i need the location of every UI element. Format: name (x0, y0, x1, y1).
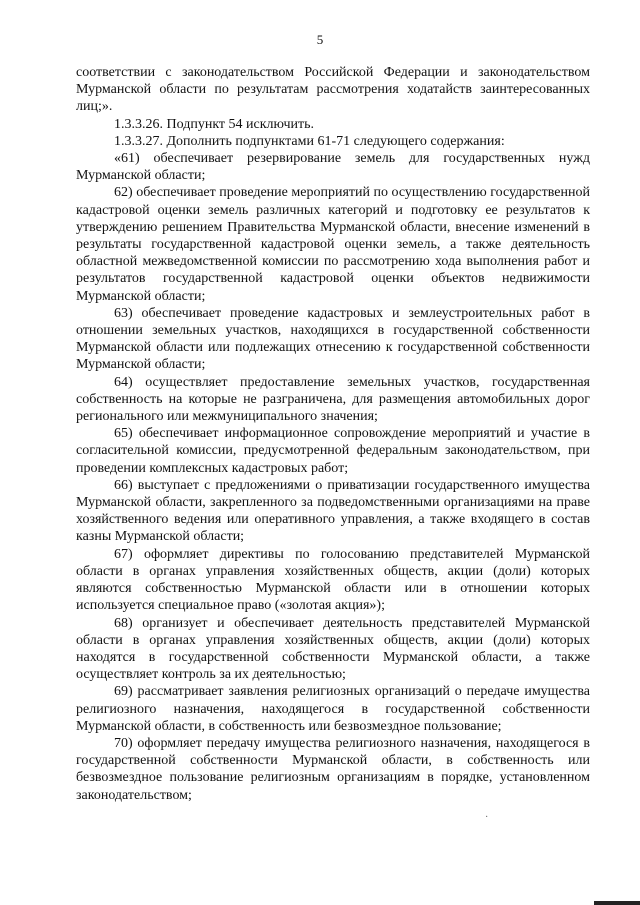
paragraph-item-62: 62) обеспечивает проведение мероприятий по осуществлению государственной кадастровой оценки земель различных категорий и подготовку ее результатов к утверждению решением Правительства Мурманской области, внесение изменений в результаты государственной кадастровой оценки земель, а также деятельность областной межведомственной комиссии по рассмотрению хода выполнения работ и результатов государственной кадастровой оценки объектов недвижимости Мурманской области; (76, 185, 590, 304)
page-number: 5 (316, 32, 324, 47)
scan-edge-mark (594, 901, 640, 905)
paragraph-item-63: 63) обеспечивает проведение кадастровых и землеустроительных работ в отношении земельных участков, находящихся в государственной собственности Мурманской области или подлежащих отнесению к государственной собственности Мурманской области; (76, 305, 590, 373)
paragraph-item-64: 64) осуществляет предоставление земельных участков, государственная собственность на которые не разграничена, для размещения автомобильных дорог регионального или межмуниципального значения; (76, 374, 590, 425)
paragraph-item-61: «61) обеспечивает резервирование земель для государственных нужд Мурманской области; (76, 151, 590, 184)
paragraph-subpoint-1-3-3-26: 1.3.3.26. Подпункт 54 исключить. (114, 116, 315, 132)
paragraph-continuation: соответствии с законодательством Российской Федерации и законодательством Мурманской области по результатам рассмотрения ходатайств заинтересованных лиц;». (76, 65, 590, 115)
paragraph-item-69: 69) рассматривает заявления религиозных организаций о передаче имущества религиозного назначения, находящегося в государственной собственности Мурманской области, в собственность или безвозмездное пользование; (76, 684, 590, 734)
paragraph-item-65: 65) обеспечивает информационное сопровождение мероприятий и участие в согласительной комиссии, предусмотренной федеральным законодательством, при проведении комплексных кадастровых работ; (76, 426, 590, 476)
paragraph-item-66: 66) выступает с предложениями о приватизации государственного имущества Мурманской области, закрепленного за подведомственными организациями на праве хозяйственного ведения или оперативного управления, а также входящего в состав казны Мурманской области; (76, 477, 590, 545)
paragraph-item-70: 70) оформляет передачу имущества религиозного назначения, находящегося в государственной собственности Мурманской области, в собственность или безвозмездное пользование религиозным организациям в порядке, установленном законодательством; (76, 735, 590, 803)
document-body (76, 64, 590, 804)
paragraph-subpoint-1-3-3-27: 1.3.3.27. Дополнить подпунктами 61-71 следующего содержания: (114, 133, 505, 149)
paragraph-item-68: 68) организует и обеспечивает деятельность представителей Мурманской области в органах управления хозяйственных обществ, акции (доли) которых находятся в государственной собственности Мурманской области, а также осуществляет контроль за их деятельностью; (76, 615, 590, 683)
stray-mark: · (485, 812, 489, 823)
paragraph-item-67: 67) оформляет директивы по голосованию представителей Мурманской области в органах управления хозяйственных обществ, акции (доли) которых являются собственностью Мурманской области или в отношении которых используется специальное право («золотая акция»); (76, 546, 590, 614)
